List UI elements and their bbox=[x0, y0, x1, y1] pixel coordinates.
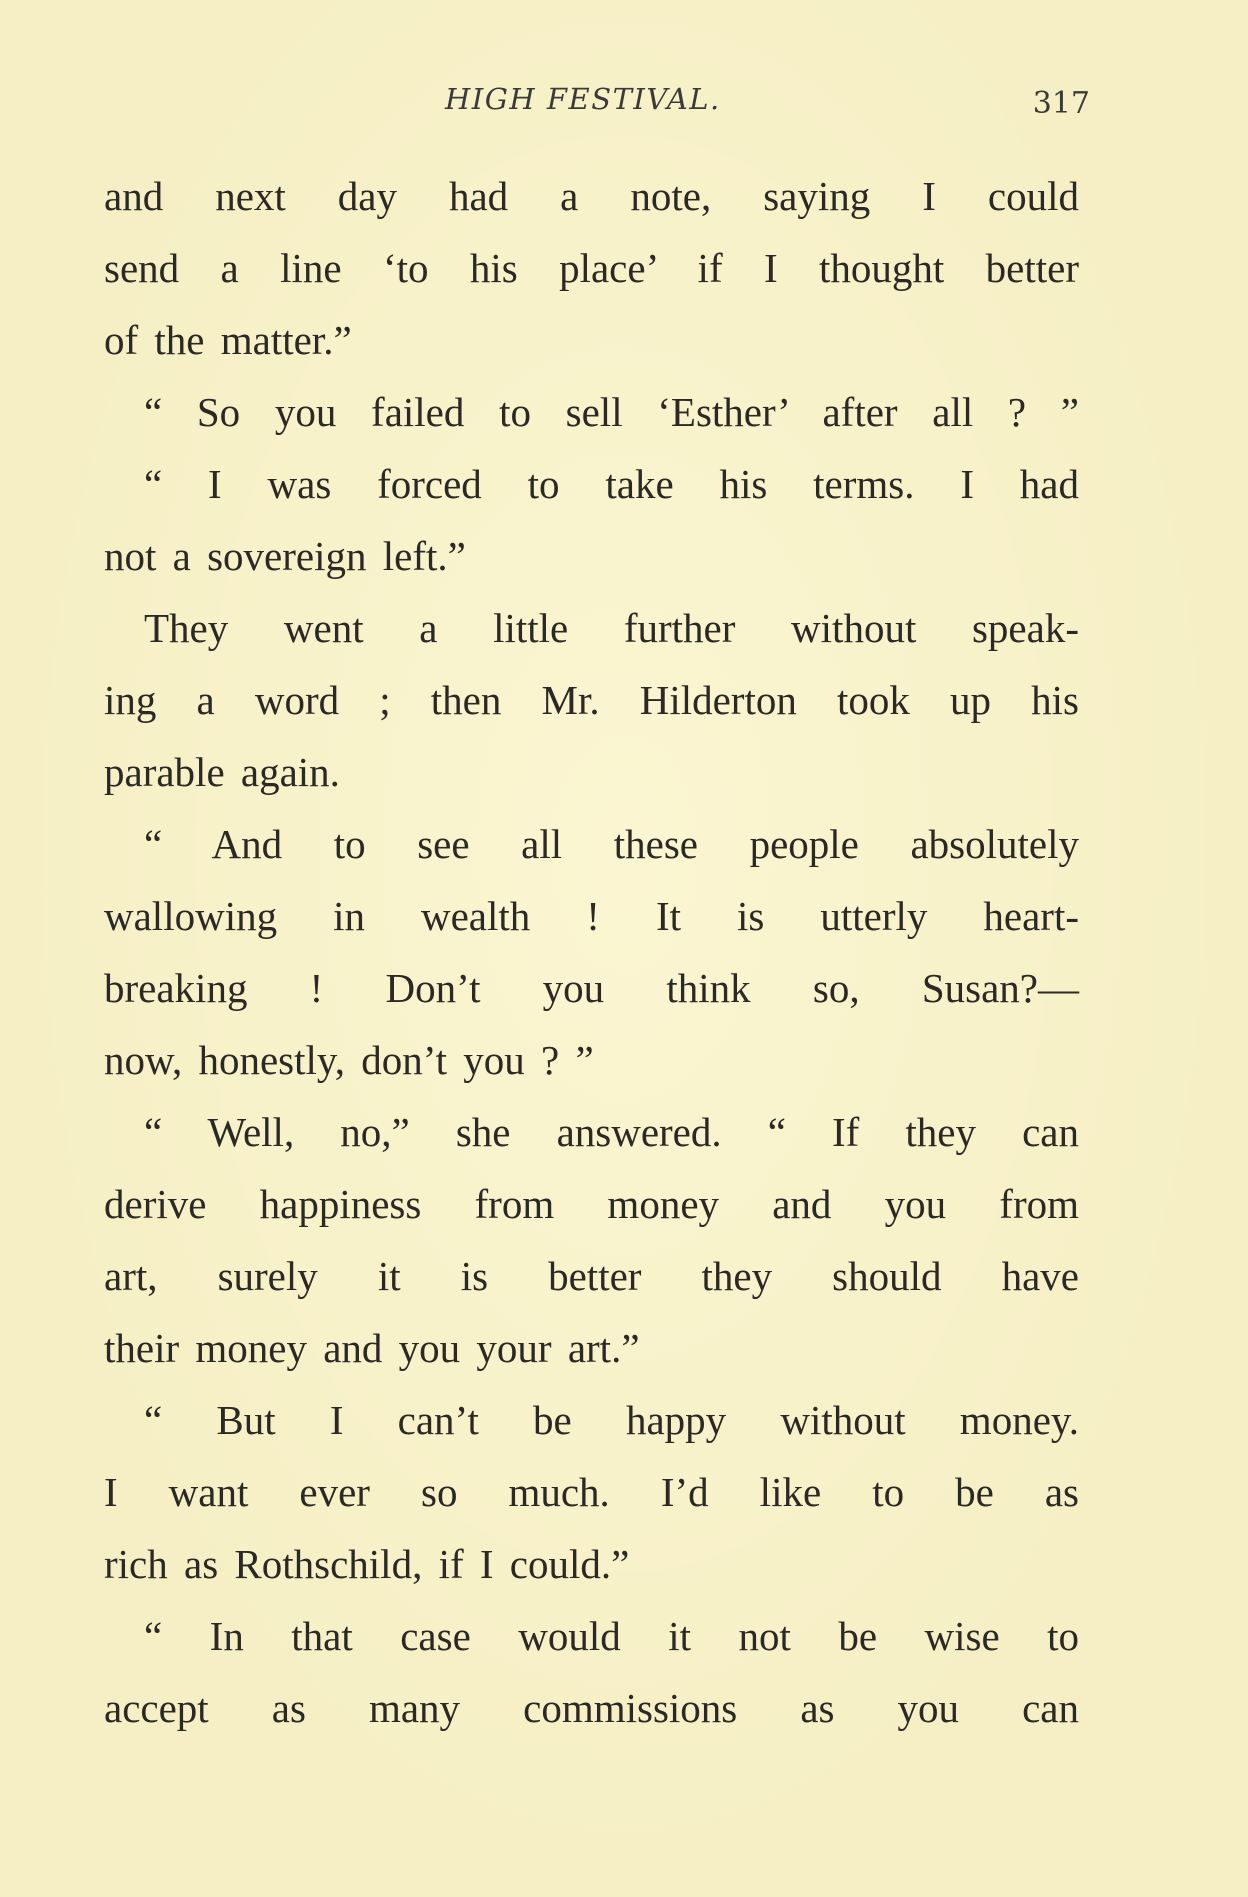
text-line: “ But I can’t be happy without money. bbox=[144, 1397, 1079, 1443]
text-line: now, honestly, don’t you ? ” bbox=[104, 1037, 594, 1083]
text-line: of the matter.” bbox=[104, 317, 352, 363]
text-line: derive happiness from money and you from bbox=[104, 1181, 1079, 1227]
page-number: 317 bbox=[1032, 86, 1090, 121]
text-line: I want ever so much. I’d like to be as bbox=[104, 1469, 1079, 1515]
text-line: send a line ‘to his place’ if I thought better bbox=[104, 245, 1079, 291]
text-line: their money and you your art.” bbox=[104, 1325, 640, 1371]
text-line: accept as many commissions as you can bbox=[104, 1685, 1079, 1731]
text-line: “ In that case would it not be wise to bbox=[144, 1613, 1079, 1659]
text-line: art, surely it is better they should have bbox=[104, 1253, 1079, 1299]
page-header bbox=[100, 78, 1090, 128]
text-line: They went a little further without speak- bbox=[144, 605, 1079, 651]
running-head: HIGH FESTIVAL. bbox=[445, 82, 721, 116]
text-line: parable again. bbox=[104, 749, 340, 795]
text-line: “ And to see all these people absolutely bbox=[144, 821, 1079, 867]
body-text bbox=[104, 160, 1079, 1744]
text-line: wallowing in wealth ! It is utterly heart- bbox=[104, 893, 1079, 939]
text-line: rich as Rothschild, if I could.” bbox=[104, 1541, 630, 1587]
text-line: “ Well, no,” she answered. “ If they can bbox=[144, 1109, 1079, 1155]
text-line: “ I was forced to take his terms. I had bbox=[144, 461, 1079, 507]
text-line: not a sovereign left.” bbox=[104, 533, 466, 579]
text-line: and next day had a note, saying I could bbox=[104, 173, 1079, 219]
text-line: “ So you failed to sell ‘Esther’ after all ? ” bbox=[144, 389, 1079, 435]
text-line: breaking ! Don’t you think so, Susan?— bbox=[104, 965, 1079, 1011]
text-line: ing a word ; then Mr. Hilderton took up his bbox=[104, 677, 1079, 723]
